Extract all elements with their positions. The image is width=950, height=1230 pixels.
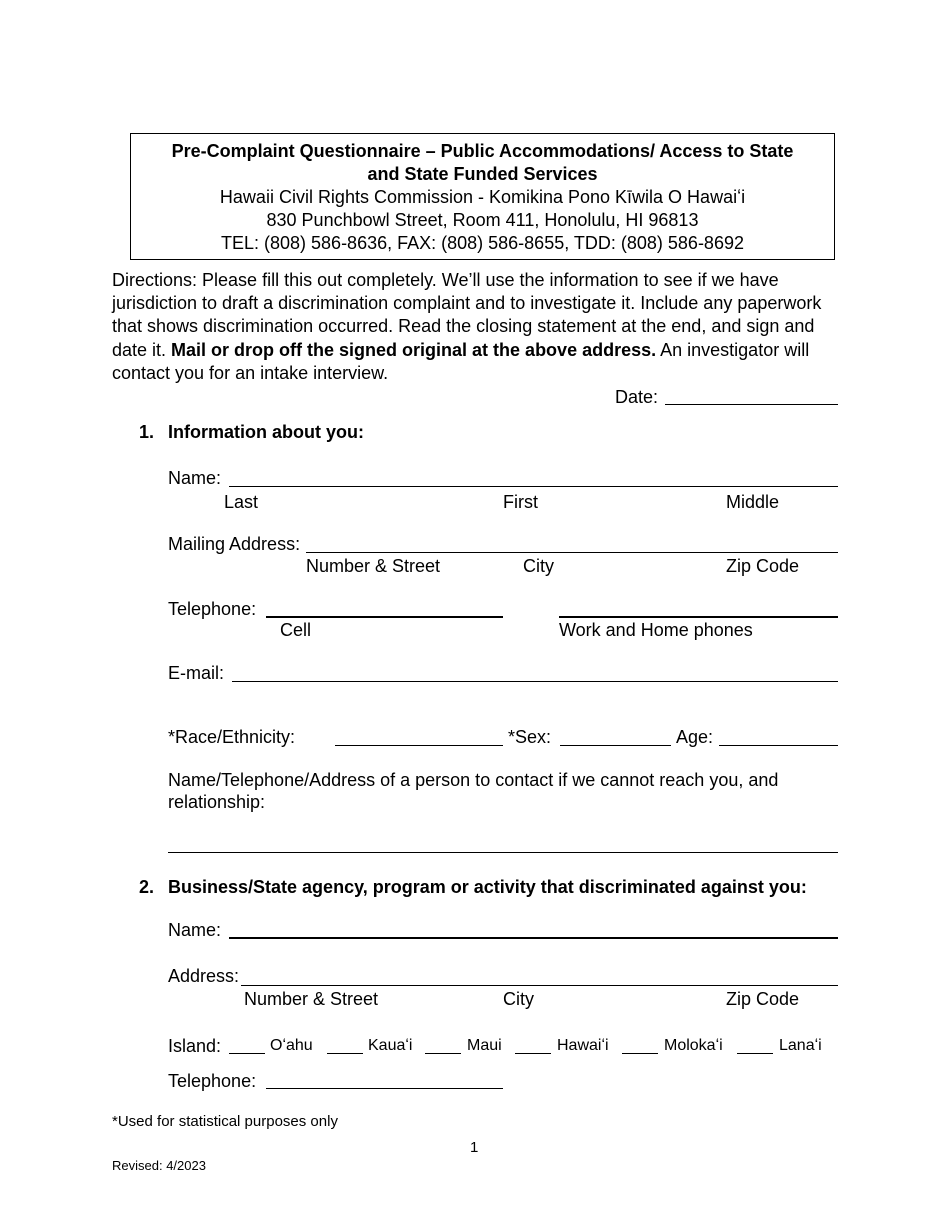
island-hawaii: Hawaiʻi	[557, 1037, 609, 1054]
section2-title: Business/State agency, program or activity that discriminated against you:	[168, 877, 807, 897]
cell-phone-field[interactable]	[266, 616, 503, 618]
work-home-caption: Work and Home phones	[559, 620, 753, 640]
email-label: E-mail:	[168, 663, 225, 683]
respondent-street-caption: Number & Street	[244, 989, 379, 1009]
form-title-line2: and State Funded Services	[367, 164, 598, 184]
section1-number: 1.	[139, 422, 155, 442]
emergency-contact-label-line2: relationship:	[168, 792, 266, 812]
respondent-telephone-label: Telephone:	[168, 1071, 257, 1091]
date-field[interactable]	[665, 404, 838, 405]
emergency-contact-field[interactable]	[168, 852, 838, 853]
island-label: Island:	[168, 1036, 222, 1056]
respondent-name-label: Name:	[168, 920, 222, 940]
island-check-kauai[interactable]	[327, 1053, 363, 1054]
respondent-city-caption: City	[503, 989, 534, 1009]
header-box	[130, 133, 835, 260]
revised-date: Revised: 4/2023	[112, 1158, 206, 1173]
directions-bold: Mail or drop off the signed original at the above address.	[171, 339, 657, 360]
directions-text: Directions: Please fill this out completely. We’ll use the information to see if we have jurisdiction to draft a discrimination complaint and to investigate it. Include any paperwork that shows discrimination occurred. Read the closing statement at the end, and sign and date it.	[112, 270, 822, 360]
footnote: *Used for statistical purposes only	[112, 1113, 338, 1130]
organization-name: Hawaii Civil Rights Commission - Komikina Pono Kīwila O Hawaiʻi	[219, 187, 746, 207]
respondent-address-label: Address:	[168, 966, 240, 986]
island-kauai: Kauaʻi	[368, 1037, 413, 1054]
name-first-caption: First	[503, 492, 538, 512]
name-middle-caption: Middle	[726, 492, 780, 512]
mailing-street-caption: Number & Street	[306, 556, 441, 576]
island-molokai: Molokaʻi	[664, 1037, 723, 1054]
work-home-phone-field[interactable]	[559, 616, 838, 618]
mailing-zip-caption: Zip Code	[726, 556, 800, 576]
island-oahu: Oʻahu	[270, 1037, 313, 1054]
name-field[interactable]	[229, 486, 838, 487]
island-check-molokai[interactable]	[622, 1053, 658, 1054]
form-title-line1: Pre-Complaint Questionnaire – Public Accommodations/ Access to State	[171, 141, 794, 161]
email-field[interactable]	[232, 681, 838, 682]
island-lanai: Lanaʻi	[779, 1037, 822, 1054]
section2-number: 2.	[139, 877, 155, 897]
date-label: Date:	[615, 387, 659, 407]
race-ethnicity-field[interactable]	[335, 745, 503, 746]
mailing-address-label: Mailing Address:	[168, 534, 301, 554]
age-label: Age:	[676, 727, 714, 747]
organization-address: 830 Punchbowl Street, Room 411, Honolulu, HI 96813	[266, 210, 699, 230]
organization-phones: TEL: (808) 586-8636, FAX: (808) 586-8655, TDD: (808) 586-8692	[221, 233, 744, 253]
island-check-hawaii[interactable]	[515, 1053, 551, 1054]
directions-paragraph	[112, 269, 842, 385]
page-number: 1	[470, 1139, 479, 1156]
cell-caption: Cell	[280, 620, 312, 640]
respondent-telephone-field[interactable]	[266, 1088, 503, 1089]
respondent-zip-caption: Zip Code	[726, 989, 800, 1009]
island-check-lanai[interactable]	[737, 1053, 773, 1054]
respondent-address-field[interactable]	[241, 985, 838, 986]
sex-label: *Sex:	[508, 727, 552, 747]
mailing-address-field[interactable]	[306, 552, 838, 553]
island-maui: Maui	[467, 1037, 502, 1054]
island-check-maui[interactable]	[425, 1053, 461, 1054]
mailing-city-caption: City	[523, 556, 554, 576]
race-ethnicity-label: *Race/Ethnicity:	[168, 727, 296, 747]
telephone-label: Telephone:	[168, 599, 257, 619]
emergency-contact-label-line1: Name/Telephone/Address of a person to contact if we cannot reach you, and	[168, 770, 779, 790]
name-last-caption: Last	[224, 492, 259, 512]
age-field[interactable]	[719, 745, 838, 746]
name-label: Name:	[168, 468, 222, 488]
directions-tail: An investigator will contact you for an intake interview.	[112, 339, 810, 383]
sex-field[interactable]	[560, 745, 671, 746]
respondent-name-field[interactable]	[229, 937, 838, 939]
section1-title: Information about you:	[168, 422, 364, 442]
island-check-oahu[interactable]	[229, 1053, 265, 1054]
